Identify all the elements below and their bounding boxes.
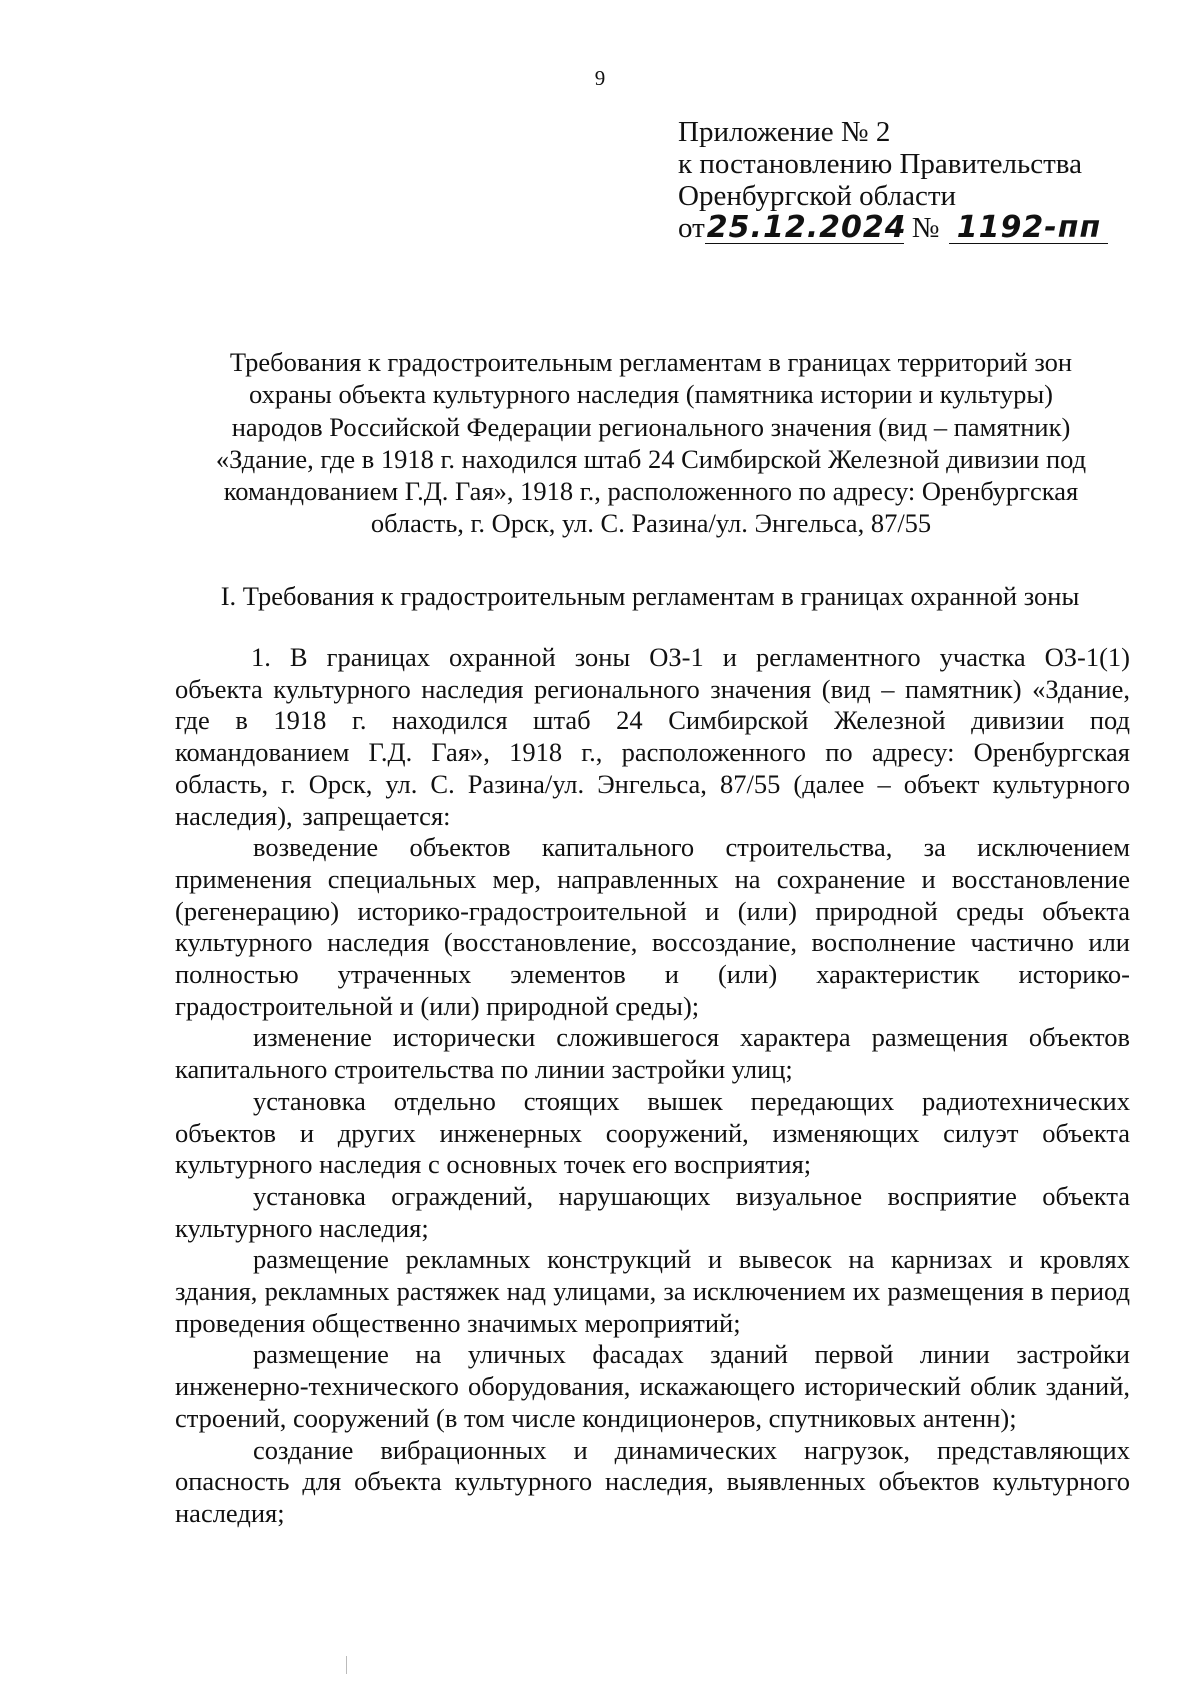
title-line: командованием Г.Д. Гая», 1918 г., расположенного по адресу: Оренбургская: [223, 476, 1079, 507]
paragraph: размещение рекламных конструкций и вывесок на карнизах и кровлях здания, рекламных растяжек над улицами, за исключением их размещения в период проведения общественно значимых мероприятий;: [175, 1244, 1130, 1338]
number-sign: №: [911, 212, 940, 244]
date-prefix: от: [678, 212, 705, 244]
page-number: 9: [594, 66, 606, 90]
paragraph: размещение на уличных фасадах зданий первой линии застройки инженерно-технического оборудования, искажающего исторический облик зданий, строений, сооружений (в том числе кондиционеров, спутниковых антенн);: [175, 1339, 1130, 1433]
body-text: [175, 642, 1130, 1530]
paragraph: установка ограждений, нарушающих визуальное восприятие объекта культурного наследия;: [175, 1180, 1130, 1243]
appendix-region: Оренбургской области: [678, 180, 957, 212]
title-line: охраны объекта культурного наследия (памятника истории и культуры): [248, 379, 1054, 410]
appendix-date-line: [678, 212, 1148, 244]
title-line: народов Российской Федерации регионального значения (вид – памятник): [231, 411, 1071, 442]
title-line: область, г. Орск, ул. С. Разина/ул. Энгельса, 87/55: [370, 508, 932, 539]
title-line: Требования к градостроительным регламентам в границах территорий зон: [229, 347, 1073, 377]
title-line: «Здание, где в 1918 г. находился штаб 24 Симбирской Железной дивизии под: [215, 443, 1087, 474]
appendix-title: Приложение № 2: [678, 116, 891, 148]
appendix-reference: к постановлению Правительства: [678, 148, 1082, 180]
appendix-block: [678, 116, 1148, 244]
paragraph: создание вибрационных и динамических нагрузок, представляющих опасность для объекта культурного наследия, выявленных объектов культурного наследия;: [175, 1434, 1130, 1528]
handwritten-date: 25.12.2024: [706, 210, 907, 245]
paragraph: изменение исторически сложившегося характера размещения объектов капитального строительства по линии застройки улиц;: [175, 1022, 1130, 1085]
section-heading: I. Требования к градостроительным регламентам в границах охранной зоны: [220, 581, 1080, 611]
handwritten-number: 1192-пп: [949, 213, 1108, 244]
paragraph: установка отдельно стоящих вышек передающих радиотехнических объектов и других инженерных сооружений, изменяющих силуэт объекта культурного наследия с основных точек его восприятия;: [175, 1085, 1130, 1180]
paragraph: 1. В границах охранной зоны ОЗ-1 и регламентного участка ОЗ-1(1) объекта культурного наследия регионального значения (вид – памятник) «Здание, где в 1918 г. находился штаб 24 Симбирской Железной дивизии под командованием Г.Д. Гая», 1918 г., расположенного по адресу: Оренбургская область, г. Орск, ул. С. Разина/ул. Энгельса, 87/55 (далее – объект культурного наследия), запрещается:: [175, 642, 1130, 831]
document-title: [170, 346, 1132, 540]
paragraph: возведение объектов капитального строительства, за исключением применения специальных мер, направленных на сохранение и восстановление (регенерацию) историко-градостроительной и (или) природной среды объекта культурного наследия (восстановление, воссоздание, восполнение частично или полностью утраченных элементов и (или) характеристик историко-градостроительной и (или) природной среды);: [175, 832, 1130, 1021]
scan-mark: [346, 1656, 347, 1674]
